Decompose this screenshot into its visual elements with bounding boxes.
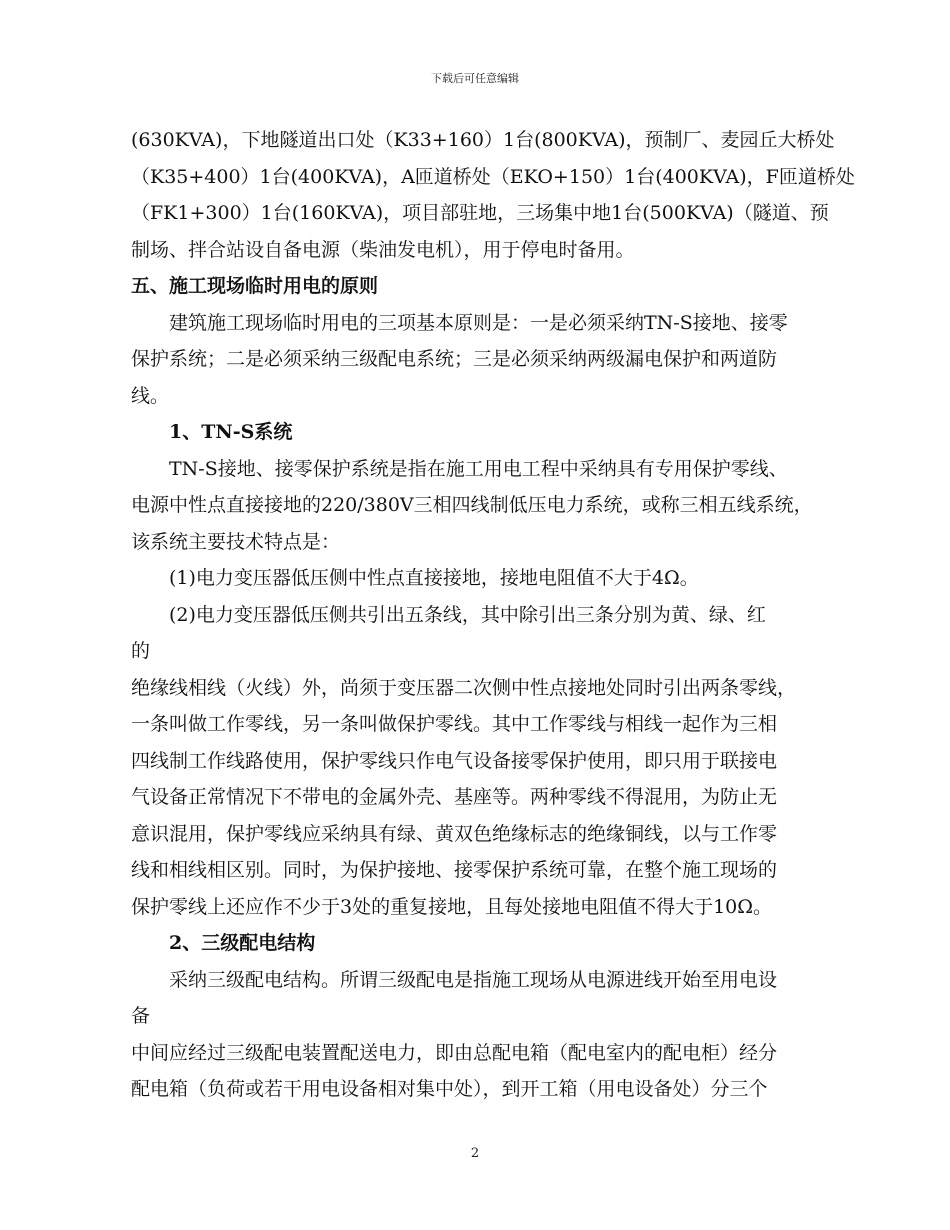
subsection-heading: 1、TN-S系统 xyxy=(169,421,293,443)
body-line: （FK1+300）1台(160KVA)，项目部驻地，三场集中地1台(500KVA)（隧道、预 xyxy=(131,202,829,224)
section-heading: 五、施工现场临时用电的原则 xyxy=(131,275,379,297)
page-header: 下载后可任意编辑 xyxy=(431,72,519,85)
page-number: 2 xyxy=(470,1146,480,1161)
list-item: (2)电力变压器低压侧共引出五条线，其中除引出三条分别为黄、绿、红 xyxy=(169,603,766,626)
body-line: 制场、拌合站设自备电源（柴油发电机），用于停电时备用。 xyxy=(131,238,635,261)
body-line: 的 xyxy=(131,640,151,662)
body-line: 中间应经过三级配电装置配送电力，即由总配电箱（配电室内的配电柜）经分 xyxy=(131,1041,778,1064)
body-line: 配电箱（负荷或若干用电设备相对集中处），到开工箱（用电设备处）分三个 xyxy=(131,1078,768,1100)
body-line: (630KVA)，下地隧道出口处（K33+160）1台(800KVA)，预制厂、麦园丘大桥处 xyxy=(131,129,835,151)
list-item: (1)电力变压器低压侧中性点直接接地，接地电阻值不大于4Ω。 xyxy=(169,567,699,589)
body-line: 线和相线相区别。同时，为保护接地、接零保护系统可靠，在整个施工现场的 xyxy=(131,859,778,881)
body-line: 保护系统；二是必须采纳三级配电系统；三是必须采纳两级漏电保护和两道防 xyxy=(131,348,778,370)
body-line: 线。 xyxy=(131,384,170,407)
document-body xyxy=(131,122,876,1108)
body-line: 绝缘线相线（火线）外，尚须于变压器二次侧中性点接地处同时引出两条零线， xyxy=(131,676,797,699)
body-line: 保护零线上还应作不少于3处的重复接地，且每处接地电阻值不得大于10Ω。 xyxy=(131,895,773,918)
body-line: TN-S接地、接零保护系统是指在施工用电工程中采纳具有专用保护零线、 xyxy=(169,457,788,480)
body-line: 四线制工作线路使用，保护零线只作电气设备接零保护使用，即只用于联接电 xyxy=(131,749,778,772)
body-line: 意识混用，保护零线应采纳具有绿、黄双色绝缘标志的绝缘铜线，以与工作零 xyxy=(131,822,778,845)
body-line: 采纳三级配电结构。所谓三级配电是指施工现场从电源进线开始至用电设 xyxy=(169,968,778,991)
body-line: 一条叫做工作零线，另一条叫做保护零线。其中工作零线与相线一起作为三相 xyxy=(131,713,778,735)
subsection-heading: 2、三级配电结构 xyxy=(169,932,316,954)
body-line: （K35+400）1台(400KVA)，A匝道桥处（EKO+150）1台(400KVA)，F匝道桥处 xyxy=(131,165,855,188)
body-line: 备 xyxy=(131,1005,151,1027)
body-line: 气设备正常情况下不带电的金属外壳、基座等。两种零线不得混用，为防止无 xyxy=(131,786,778,808)
body-line: 该系统主要技术特点是： xyxy=(131,530,341,553)
body-line: 建筑施工现场临时用电的三项基本原则是：一是必须采纳TN-S接地、接零 xyxy=(169,311,788,334)
body-line: 电源中性点直接接地的220/380V三相四线制低压电力系统，或称三相五线系统， xyxy=(131,494,813,516)
